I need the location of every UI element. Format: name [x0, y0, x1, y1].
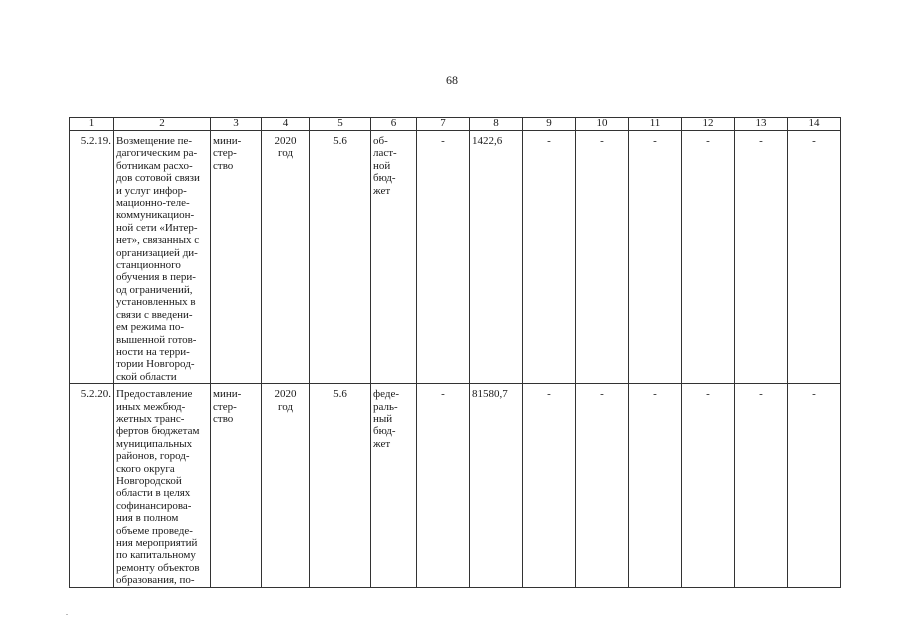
column-header: 6	[371, 118, 417, 131]
text-line: жет	[373, 437, 391, 450]
text-line: стер-	[213, 147, 237, 160]
row-col-13: -	[735, 384, 788, 588]
row-number: 5.2.19.	[70, 131, 114, 384]
text-line: обучения в пери-	[116, 271, 196, 284]
row-col-11: -	[629, 131, 682, 384]
text-line: жетных транс-	[116, 412, 185, 425]
row-col-7: -	[417, 131, 470, 384]
row-col-14: -	[788, 131, 841, 384]
text-line: ной сети «Интер-	[116, 221, 198, 234]
text-line: установленных в	[116, 296, 196, 309]
text-line: дагогическим ра-	[116, 147, 198, 160]
column-header: 9	[523, 118, 576, 131]
text-line: ем режима по-	[116, 321, 185, 334]
table-row	[70, 131, 841, 384]
row-col-12: -	[682, 131, 735, 384]
text-line: год	[277, 400, 294, 413]
text-line: и услуг инфор-	[116, 184, 187, 197]
column-header: 1	[70, 118, 114, 131]
page-number: 68	[446, 73, 458, 87]
text-line: нет», связанных с	[116, 234, 200, 247]
text-line: по капитальному	[116, 549, 196, 562]
column-number-header	[70, 118, 841, 131]
text-line: Предоставление	[116, 388, 193, 401]
row-amount: 81580,7	[470, 384, 523, 588]
text-line: ния мероприятий	[116, 537, 198, 549]
column-header: 14	[788, 118, 841, 131]
row-number: 5.2.20.	[70, 384, 114, 588]
text-line: образования, по-	[116, 574, 195, 587]
row-executor	[211, 384, 262, 588]
text-line: ство	[213, 159, 234, 172]
column-header: 5	[310, 118, 371, 131]
text-line: дов сотовой связи	[116, 172, 200, 185]
text-line: муниципальных	[116, 437, 193, 450]
table-row	[70, 384, 841, 588]
row-col-7: -	[417, 384, 470, 588]
text-line: связи с введени-	[116, 308, 193, 321]
column-header: 11	[629, 118, 682, 131]
row-col-10: -	[576, 131, 629, 384]
row-col-14: -	[788, 384, 841, 588]
text-line: тории Новгород-	[116, 358, 195, 371]
row-col-13: -	[735, 131, 788, 384]
row-year	[262, 131, 310, 384]
row-year	[262, 384, 310, 588]
text-line: бюд-	[373, 172, 396, 185]
text-line: софинансирова-	[116, 499, 192, 512]
row-amount: 1422,6	[470, 131, 523, 384]
text-line: ния в полном	[116, 512, 179, 525]
text-line: 2020	[274, 135, 297, 147]
row-description	[114, 131, 211, 384]
text-line: ского округа	[116, 462, 175, 475]
text-line: ной	[373, 159, 391, 172]
column-header: 7	[417, 118, 470, 131]
column-header: 4	[262, 118, 310, 131]
row-executor	[211, 131, 262, 384]
row-col-9: -	[523, 384, 576, 588]
text-line: коммуникацион-	[116, 209, 195, 222]
text-line: объеме проведе-	[116, 524, 193, 537]
text-line: Возмещение пе-	[116, 135, 193, 147]
text-line: ремонту объектов	[116, 561, 200, 574]
text-line: Новгородской	[116, 474, 182, 487]
column-header: 2	[114, 118, 211, 131]
text-line: иных межбюд-	[116, 400, 186, 413]
text-line: раль-	[373, 400, 398, 413]
row-col-11: -	[629, 384, 682, 588]
text-line: ности на терри-	[116, 345, 190, 358]
row-col-10: -	[576, 384, 629, 588]
text-line: феде-	[373, 388, 400, 401]
text-line: мационно-теле-	[116, 197, 190, 210]
text-line: мини-	[213, 135, 242, 147]
row-funding-source	[371, 131, 417, 384]
text-line: мини-	[213, 388, 242, 401]
text-line: ской области	[116, 370, 177, 383]
text-line: фертов бюджетам	[116, 425, 200, 438]
row-target: 5.6	[310, 384, 371, 588]
text-line: ный	[373, 412, 393, 425]
row-description	[114, 384, 211, 588]
column-header: 10	[576, 118, 629, 131]
column-header: 3	[211, 118, 262, 131]
text-line: стер-	[213, 400, 237, 413]
text-line: бюд-	[373, 425, 396, 438]
text-line: ство	[213, 412, 234, 425]
text-line: год	[277, 147, 294, 160]
row-col-9: -	[523, 131, 576, 384]
text-line: вышенной готов-	[116, 333, 197, 346]
text-line: об-	[373, 135, 388, 147]
row-funding-source	[371, 384, 417, 588]
text-line: области в целях	[116, 487, 191, 500]
text-line: станционного	[116, 259, 181, 272]
text-line: организацией ди-	[116, 246, 198, 259]
text-line: районов, город-	[116, 450, 190, 463]
text-line: 2020	[274, 388, 297, 401]
row-target: 5.6	[310, 131, 371, 384]
column-header: 13	[735, 118, 788, 131]
text-line: од ограничений,	[116, 283, 193, 296]
program-table	[69, 117, 841, 588]
text-line: ботникам расхо-	[116, 159, 193, 172]
scan-speck	[66, 614, 68, 615]
column-header: 12	[682, 118, 735, 131]
row-col-12: -	[682, 384, 735, 588]
text-line: ласт-	[373, 147, 397, 160]
text-line: жет	[373, 184, 391, 197]
column-header: 8	[470, 118, 523, 131]
